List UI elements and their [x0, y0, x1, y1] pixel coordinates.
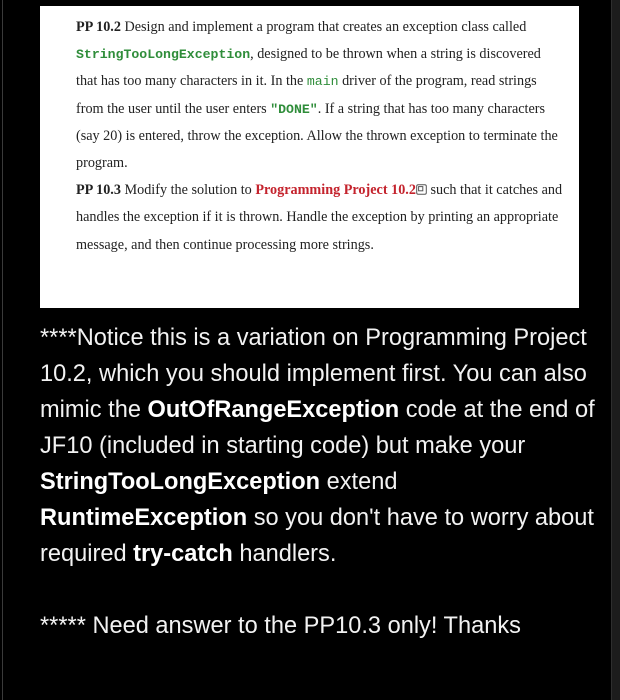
pp-10-2-paragraph	[76, 14, 565, 177]
pp-10-2-text-3: driver of the program, read strings from the user until the user enters	[76, 73, 537, 117]
notes-text-4: so you don't have to worry about required	[40, 505, 594, 567]
programming-project-link[interactable]: Programming Project 10.2	[255, 182, 416, 199]
textbook-excerpt	[40, 6, 579, 308]
student-notes	[40, 320, 600, 644]
pp-10-3-text-2: such that it catches and handles the exception if it is thrown. Handle the exception by printing an appropriate message, and then continue processing more strings.	[76, 182, 563, 253]
notes-text-5: handlers.	[232, 541, 337, 567]
runtime-exception-bold: RuntimeException	[40, 505, 248, 531]
scrollbar-track[interactable]	[611, 0, 620, 700]
notes-text-3: extend	[320, 469, 398, 495]
done-keyword-code: "DONE"	[270, 101, 318, 117]
class-name-code: StringTooLongException	[76, 47, 251, 63]
out-of-range-exception-bold: OutOfRangeException	[147, 397, 400, 423]
external-link-icon[interactable]	[416, 184, 427, 195]
pp-10-2-text-2: , designed to be thrown when a string is discovered that has too many characters in it. In the	[76, 46, 541, 90]
notes-first-paragraph	[40, 320, 600, 572]
pp-10-2-label: PP 10.2	[76, 19, 121, 35]
pp-10-2-text-1: Design and implement a program that creates an exception class called	[120, 19, 527, 35]
notes-text-1: ****Notice this is a variation on Programming Project 10.2, which you should implement first. You can also mimic the	[40, 325, 587, 423]
main-keyword-code: main	[306, 74, 339, 90]
pp-10-2-text-4: . If a string that has too many characters (say 20) is entered, throw the exception. Allow the thrown exception to terminate the program.	[76, 100, 558, 172]
string-too-long-exception-bold: StringTooLongException	[40, 469, 321, 495]
pp-10-3-paragraph	[76, 177, 565, 259]
pp-10-3-label: PP 10.3	[76, 182, 121, 199]
notes-text-2: code at the end of JF10 (included in starting code) but make your	[40, 397, 595, 459]
notes-second-paragraph: ***** Need answer to the PP10.3 only! Thanks	[40, 613, 521, 639]
try-catch-bold: try-catch	[133, 541, 233, 567]
pp-10-3-text-1: Modify the solution to	[120, 182, 256, 199]
left-edge-divider	[2, 0, 3, 700]
